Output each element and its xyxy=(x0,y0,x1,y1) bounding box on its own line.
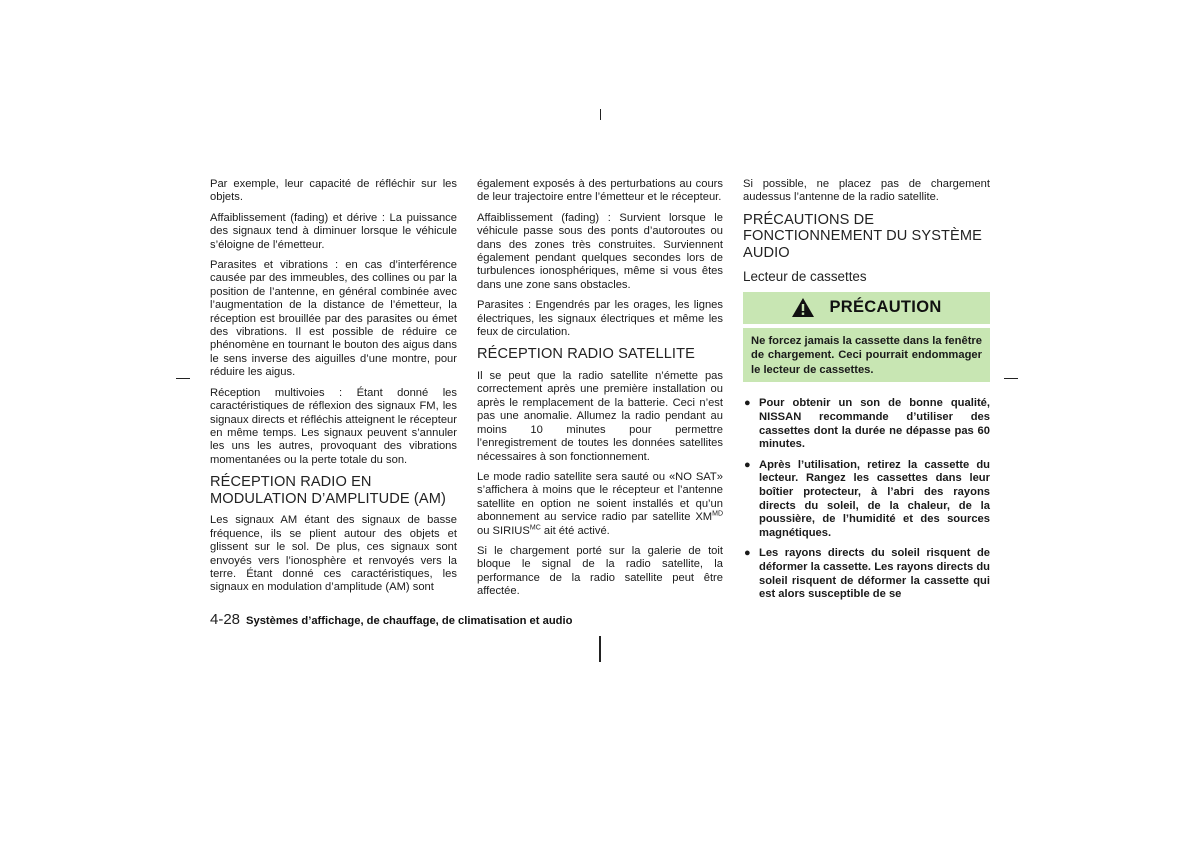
page-footer xyxy=(210,611,572,628)
bullet-list xyxy=(743,397,990,601)
list-item-text: Les rayons directs du soleil risquent de déformer la cassette. Les rayons directs du soleil risquent de déformer la cassette qui est alors susceptible de se xyxy=(759,547,990,601)
crop-mark-right xyxy=(1004,378,1018,379)
page-number: 4-28 xyxy=(210,611,241,628)
list-item-text: Après l’utilisation, retirez la cassette du lecteur. Rangez les cassettes dans leur boîtier protecteur, à l’abri des rayons directs du soleil, de la chaleur, de la poussière, de l’humidité et des sources magnétiques. xyxy=(759,458,990,539)
paragraph: également exposés à des perturbations au cours de leur trajectoire entre l’émetteur et le récepteur. xyxy=(477,178,723,204)
list-item-text: Pour obtenir un son de bonne qualité, NISSAN recommande d’utiliser des cassettes dont la durée ne dépasse pas 60 minutes. xyxy=(759,397,990,451)
paragraph: Par exemple, leur capacité de réfléchir sur les objets. xyxy=(210,178,457,204)
paragraph xyxy=(477,471,723,538)
bullet-dot: ● xyxy=(744,458,751,471)
paragraph: Parasites : Engendrés par les orages, les lignes électriques, les signaux électriques et même les feux de circulation. xyxy=(477,299,723,339)
column-1 xyxy=(210,178,457,602)
paragraph: Si le chargement porté sur la galerie de toit bloque le signal de la radio satellite, la performance de la radio satellite peut être affectée. xyxy=(477,544,723,598)
section-heading-am: RÉCEPTION RADIO EN MODULATION D’AMPLITUDE (AM) xyxy=(210,474,446,507)
paragraph: Affaiblissement (fading) : Survient lorsque le véhicule passe sous des ponts d’autoroutes ou dans des zones très construites. Surviennent également pendant quelques secondes lors de turbulences ionosphériques, même si vous êtes dans une zone sans obstacles. xyxy=(477,211,723,291)
chapter-title: Systèmes d’affichage, de chauffage, de climatisation et audio xyxy=(246,615,573,627)
paragraph: Réception multivoies : Étant donné les caractéristiques de réflexion des signaux FM, les signaux directs et réfléchis atteignent le récepteur en même temps. Les signaux peuvent s’annuler les uns les autres, provoquant des vibrations momentanées ou la perte totale du son. xyxy=(210,386,457,466)
list-item xyxy=(743,547,990,601)
paragraph: Il se peut que la radio satellite n’émette pas correctement après une première installation ou après le remplacement de la batterie. Ceci n’est pas une anomalie. Allumez la radio pendant au moins 10 minutes pour permettre l’enregistrement de toutes les données satellites nécessaires à son fonctionnement. xyxy=(477,370,723,463)
warning-triangle-icon xyxy=(791,297,815,318)
section-heading-satellite: RÉCEPTION RADIO SATELLITE xyxy=(477,346,695,363)
list-item xyxy=(743,397,990,451)
text-run: Le mode radio satellite sera sauté ou «NO SAT» s’affichera à moins que le récepteur et l’antenne satellite en option ne soient installés et qu’un abonnement au service radio par satellite XM xyxy=(477,470,723,524)
section-heading-precautions: PRÉCAUTIONS DE FONCTIONNEMENT DU SYSTÈME AUDIO xyxy=(743,211,982,261)
subheading-cassette: Lecteur de cassettes xyxy=(743,268,867,284)
column-3 xyxy=(743,178,990,609)
paragraph: Parasites et vibrations : en cas d’interférence causée par des immeubles, des collines ou par la position de l’antenne, en général combinée avec l’augmentation de la distance de l’émetteur, la réception est brouillée par des parasites ou émet des vibrations. Il est possible de réduire ce phénomène en tournant le bouton des aigus dans le sens inverse des aiguilles d’une montre, pour réduire les aigus. xyxy=(210,259,457,379)
bullet-dot: ● xyxy=(744,547,751,560)
paragraph: Si possible, ne placez pas de chargement audessus l’antenne de la radio satellite. xyxy=(743,178,990,204)
crop-mark-top xyxy=(600,109,601,120)
column-2 xyxy=(477,178,723,606)
paragraph: Affaiblissement (fading) et dérive : La puissance des signaux tend à diminuer lorsque le véhicule s’éloigne de l’émetteur. xyxy=(210,211,457,251)
superscript: MC xyxy=(529,523,541,531)
crop-mark-bottom xyxy=(599,636,601,662)
text-run: ou SIRIUS xyxy=(477,524,530,537)
superscript: MD xyxy=(712,510,723,518)
list-item xyxy=(743,459,990,541)
crop-mark-left xyxy=(176,378,190,379)
caution-text: Ne forcez jamais la cassette dans la fenêtre de chargement. Ceci pourrait endommager le lecteur de cassettes. xyxy=(743,328,990,383)
caution-title: PRÉCAUTION xyxy=(829,297,942,316)
paragraph: Les signaux AM étant des signaux de basse fréquence, ils se plient autour des objets et glissent sur le sol. De plus, ces signaux sont envoyés vers l’ionosphère et renvoyés vers la terre. Étant donné ces caractéristiques, les signaux en modulation d’amplitude (AM) sont xyxy=(210,514,457,594)
bullet-dot: ● xyxy=(744,397,751,410)
text-run: ait été activé. xyxy=(540,524,610,537)
caution-header xyxy=(743,292,990,324)
